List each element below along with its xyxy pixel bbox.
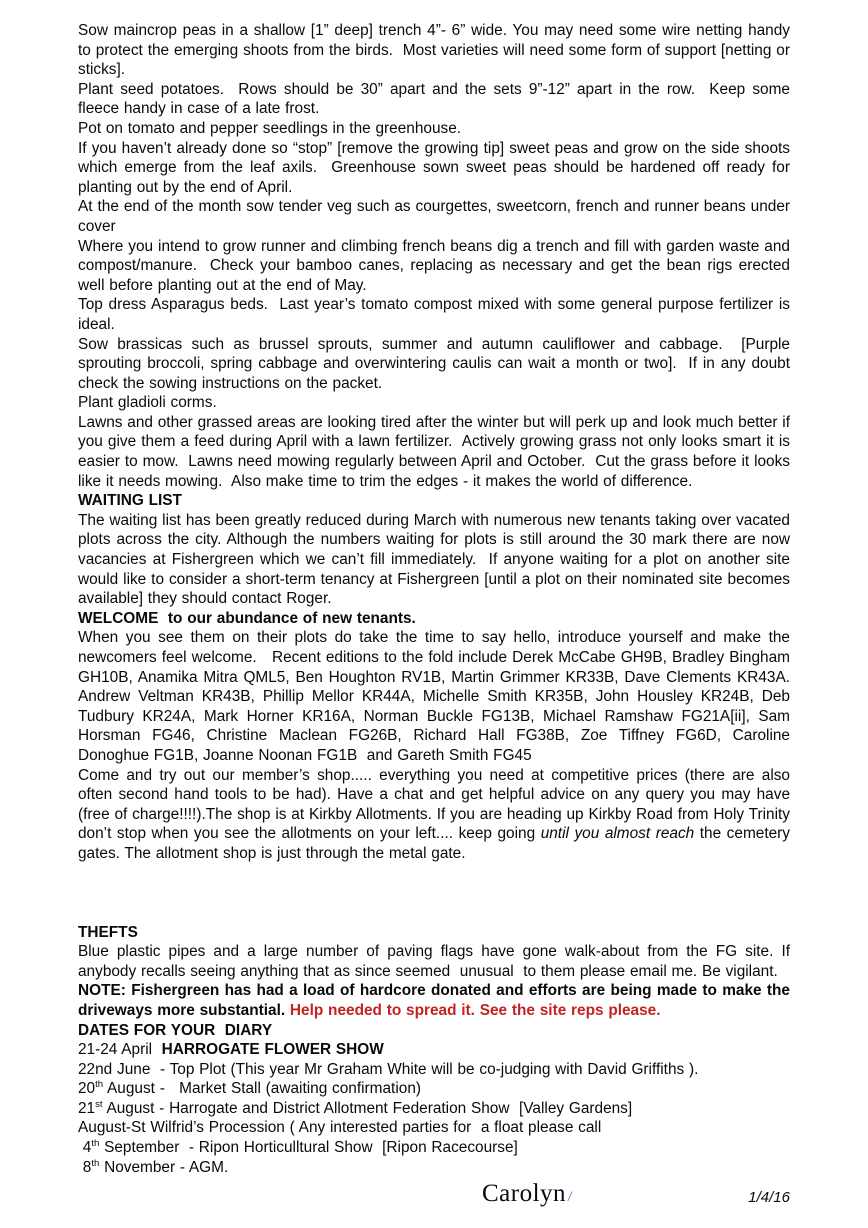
spacer-before-thefts <box>78 864 790 923</box>
text-segment: Plant gladioli corms. <box>78 394 217 412</box>
text-segment: WELCOME to our abundance of new tenants. <box>78 609 416 627</box>
para-tender-veg <box>78 197 795 236</box>
document-body <box>78 21 795 1177</box>
text-segment: until you almost reach <box>540 825 695 843</box>
heading-thefts <box>78 923 790 943</box>
para-asparagus <box>78 295 795 334</box>
text-segment: the cemetery gates. The allotment shop is just through the metal gate. <box>78 825 795 862</box>
text-segment: August-St Wilfrid’s Procession ( Any interested parties for a float please call <box>78 1119 602 1137</box>
para-pot-on-tomato <box>78 119 790 139</box>
text-segment: Sow maincrop peas in a shallow [1” deep] trench 4”- 6” wide. You may need some wire netting handy to protect the emerging shoots from the birds. Most varieties will need some form of support [netting or sticks]. <box>78 22 795 79</box>
para-thefts <box>78 942 795 981</box>
heading-dates-diary <box>78 1021 790 1041</box>
text-segment: 21-24 April <box>78 1041 162 1059</box>
footer-date: 1/4/16 <box>748 1189 790 1207</box>
event-ripon-show <box>78 1138 790 1158</box>
para-lawns <box>78 413 795 491</box>
text-segment: Help needed to spread it. See the site reps please. <box>289 1001 661 1019</box>
text-segment: HARROGATE FLOWER SHOW <box>161 1041 384 1059</box>
signature-row <box>78 1180 790 1216</box>
text-segment: September - Ripon Horticulltural Show [Ripon Racecourse] <box>99 1139 518 1157</box>
para-new-tenants <box>78 628 795 765</box>
para-sweet-peas <box>78 139 795 198</box>
text-segment: August - Harrogate and District Allotment Federation Show [Valley Gardens] <box>102 1099 633 1117</box>
para-note-hardcore <box>78 981 795 1020</box>
para-members-shop <box>78 766 795 864</box>
text-segment: August - Market Stall (awaiting confirmation) <box>103 1080 422 1098</box>
text-segment: th <box>91 1137 100 1149</box>
signature-flourish: / <box>568 1189 572 1205</box>
text-segment: When you see them on their plots do take the time to say hello, introduce yourself and make the newcomers feel welcome. Recent editions to the fold include Derek McCabe GH9B, Bradley Bingham GH10B, Anamika Mitra QML5, Ben Houghton RV1B, Martin Grimmer KR33B, Dave Clements KR43A. Andrew Veltman KR43B, Phillip Mellor KR44A, Michelle Smith KR35B, John Housley KR24B, Deb Tudbury KR24A, Mark Horner KR16A, Norman Buckle FG13B, Michael Ramshaw FG21A[ii], Sam Horsman FG46, Christine Maclean FG26B, Richard Hall FG38B, Zoe Tiffney FG6D, Caroline Donoghue FG1B, Joanne Noonan FG1B and Gareth Smith FG45 <box>78 629 795 764</box>
text-segment: 8 <box>78 1158 92 1176</box>
text-segment: 22nd June - Top Plot (This year Mr Graham White will be co-judging with David Griffiths ). <box>78 1060 699 1078</box>
text-segment: DATES FOR YOUR DIARY <box>78 1021 273 1039</box>
text-segment: THEFTS <box>78 923 138 941</box>
text-segment: Pot on tomato and pepper seedlings in the greenhouse. <box>78 119 462 137</box>
text-segment: Where you intend to grow runner and climbing french beans dig a trench and fill with garden waste and compost/manure. Check your bamboo canes, replacing as necessary and get the bean rigs erected well before planting out at the end of May. <box>78 237 795 294</box>
text-segment: Blue plastic pipes and a large number of paving flags have gone walk-about from the FG site. If anybody recalls seeing anything that as since seemed unusual to them please email me. Be vigilant. <box>78 943 795 980</box>
para-maincrop-peas <box>78 21 795 80</box>
text-segment: WAITING LIST <box>78 492 182 510</box>
text-segment: NOTE: Fishergreen has had a load of hardcore donated and efforts are being made to make the driveways more substantial. <box>78 982 795 1019</box>
text-segment: Top dress Asparagus beds. Last year’s tomato compost mixed with some general purpose fertilizer is ideal. <box>78 296 795 333</box>
text-segment: st <box>95 1098 103 1110</box>
event-federation-show <box>78 1099 790 1119</box>
para-waiting-list <box>78 511 795 609</box>
text-segment: 20 <box>78 1080 96 1098</box>
event-st-wilfrids <box>78 1118 790 1138</box>
para-brassicas <box>78 335 795 394</box>
text-segment: 4 <box>78 1139 92 1157</box>
text-segment: Lawns and other grassed areas are looking tired after the winter but will perk up and look much better if you give them a feed during April with a lawn fertilizer. Actively growing grass not only looks smart it is easier to mow. Lawns need mowing regularly between April and October. Cut the grass before it looks like it needs mowing. Also make time to trim the edges - it makes the world of difference. <box>78 413 795 490</box>
text-segment: At the end of the month sow tender veg such as courgettes, sweetcorn, french and runner beans under cover <box>78 198 795 235</box>
para-seed-potatoes <box>78 80 795 119</box>
text-segment: The waiting list has been greatly reduced during March with numerous new tenants taking over vacated plots across the city. Although the numbers waiting for plots is still around the 30 mark there are now vacancies at Fishergreen which we can’t fill immediately. If anyone waiting for a plot on another site would like to consider a short-term tenancy at Fishergreen [until a plot on their nominated site becomes available] they should contact Roger. <box>78 511 795 608</box>
text-segment: Plant seed potatoes. Rows should be 30” apart and the sets 9”-12” apart in the row. Keep some fleece handy in case of a late frost. <box>78 80 795 118</box>
heading-waiting-list <box>78 491 790 511</box>
signature-name: Carolyn <box>482 1180 567 1208</box>
text-segment: th <box>91 1157 100 1169</box>
text-segment: Come and try out our member’s shop..... everything you need at competitive prices (there are also often second hand tools to be had). Have a chat and get helpful advice on any query you may have (free of charge!!!!).The shop is at Kirkby Allotments. If you are heading up Kirkby Road from Holy Trinity don’t stop when you see the allotments on your left.... keep going <box>78 766 795 843</box>
heading-welcome <box>78 609 790 629</box>
text-segment: If you haven’t already done so “stop” [remove the growing tip] sweet peas and grow on the side shoots which emerge from the leaf axils. Greenhouse sown sweet peas should be hardened off ready for planting out by the end of April. <box>78 139 795 196</box>
text-segment: Sow brassicas such as brussel sprouts, summer and autumn cauliflower and cabbage. [Purple sprouting broccoli, spring cabbage and overwintering caulis can wait a month or two]. If in any doubt check the sowing instructions on the packet. <box>78 335 795 392</box>
event-agm <box>78 1158 790 1178</box>
text-segment: th <box>95 1079 104 1091</box>
event-market-stall <box>78 1079 790 1099</box>
event-harrogate-flower-show <box>78 1040 790 1060</box>
event-top-plot <box>78 1060 790 1080</box>
text-segment: November - AGM. <box>99 1158 229 1176</box>
text-segment: 21 <box>78 1099 96 1117</box>
para-runner-beans-trench <box>78 237 795 296</box>
para-gladioli <box>78 393 790 413</box>
